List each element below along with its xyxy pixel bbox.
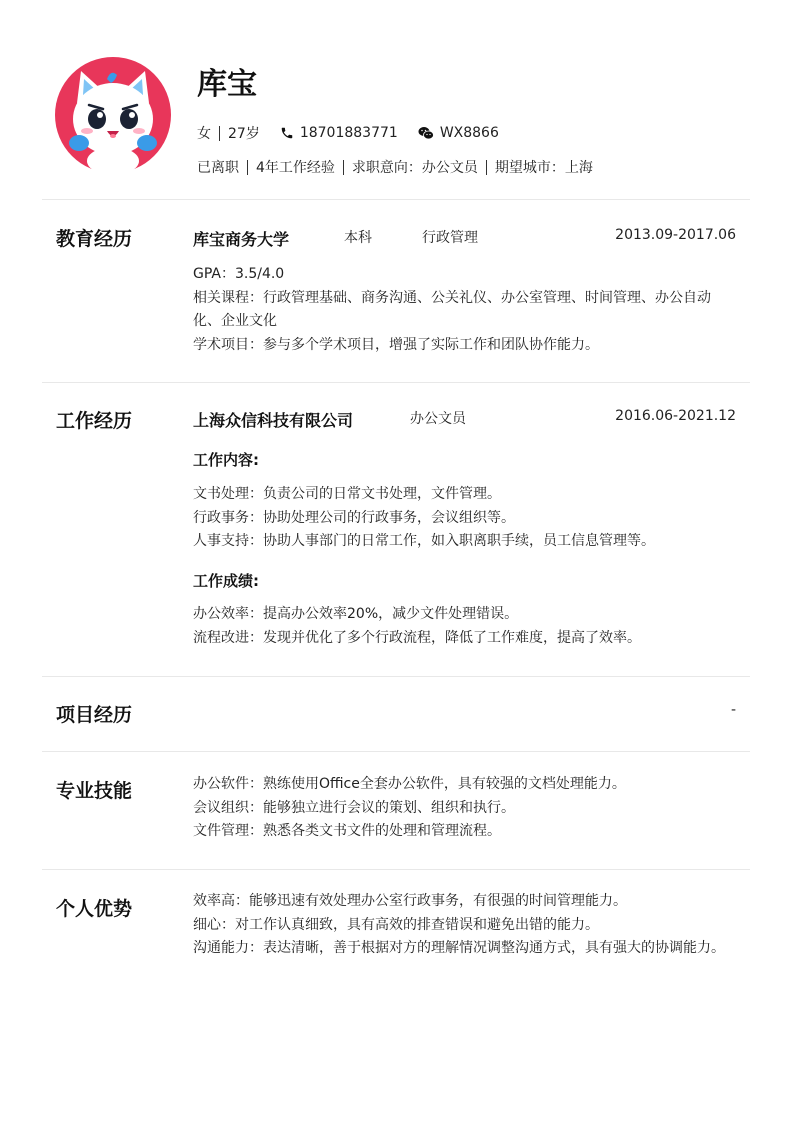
basic-info-row — [197, 123, 499, 143]
job-intent: 求职意向：办公文员 — [351, 160, 478, 176]
section-divider — [42, 676, 750, 677]
list-item: 细心：对工作认真细致，具有高效的排查错误和避免出错的能力。 — [193, 916, 599, 933]
school-name: 库宝商务大学 — [193, 230, 290, 249]
projects-placeholder: - — [730, 702, 736, 718]
gpa: GPA：3.5/4.0 — [193, 266, 285, 282]
list-item: 文件管理：熟悉各类文书文件的处理和管理流程。 — [193, 823, 501, 839]
company-name: 上海众信科技有限公司 — [193, 411, 354, 430]
work-achievements-list — [193, 603, 641, 650]
section-divider — [42, 869, 750, 870]
list-item: 行政事务：协助处理公司的行政事务，会议组织等。 — [193, 509, 515, 526]
skills-list — [193, 773, 626, 844]
phone-icon — [280, 126, 294, 140]
skills-section-title: 专业技能 — [56, 780, 133, 802]
work-content-heading: 工作内容: — [193, 451, 259, 469]
wechat-icon — [418, 126, 434, 140]
section-divider — [42, 751, 750, 752]
separator — [486, 160, 487, 175]
list-item: 人事支持：协助人事部门的日常工作，如入职离职手续，员工信息管理等。 — [193, 533, 655, 549]
strengths-list — [193, 890, 725, 961]
courses: 相关课程：行政管理基础、商务沟通、公关礼仪、办公室管理、时间管理、办公自动化、企业文化 — [193, 289, 711, 329]
wechat-id[interactable]: WX8866 — [439, 125, 499, 141]
list-item: 文书处理：负责公司的日常文书处理，文件管理。 — [193, 486, 501, 502]
list-item: 效率高：能够迅速有效处理办公室行政事务，有很强的时间管理能力。 — [193, 893, 627, 909]
work-period: 2016.06-2021.12 — [615, 408, 736, 424]
strengths-section-title: 个人优势 — [56, 898, 133, 920]
job-position: 办公文员 — [410, 411, 466, 427]
candidate-name: 库宝 — [197, 67, 257, 102]
expected-city: 期望城市：上海 — [494, 160, 593, 176]
separator — [247, 160, 248, 175]
list-item: 办公软件：熟练使用Office全套办公软件，具有较强的文档处理能力。 — [193, 776, 626, 792]
job-info-row — [197, 157, 593, 177]
section-divider — [42, 382, 750, 383]
section-divider — [42, 199, 750, 200]
education-details — [193, 263, 723, 357]
list-item: 办公效率：提高办公效率20%，减少文件处理错误。 — [193, 606, 519, 622]
list-item: 流程改进：发现并优化了多个行政流程，降低了工作难度，提高了效率。 — [193, 629, 641, 646]
academic-projects: 学术项目：参与多个学术项目，增强了实际工作和团队协作能力。 — [193, 336, 599, 353]
phone-number[interactable]: 18701883771 — [299, 125, 398, 141]
list-item: 沟通能力：表达清晰，善于根据对方的理解情况调整沟通方式，具有强大的协调能力。 — [193, 940, 725, 956]
education-period: 2013.09-2017.06 — [615, 227, 736, 243]
work-section-title: 工作经历 — [56, 410, 133, 432]
major: 行政管理 — [422, 230, 478, 246]
separator — [219, 126, 220, 141]
work-achievements-heading: 工作成绩: — [193, 572, 259, 590]
gender: 女 — [197, 126, 211, 142]
work-content-list — [193, 483, 655, 554]
degree: 本科 — [344, 230, 372, 246]
work-experience: 4年工作经验 — [256, 160, 335, 176]
education-section-title: 教育经历 — [56, 228, 133, 250]
projects-section-title: 项目经历 — [56, 704, 133, 726]
list-item: 会议组织：能够独立进行会议的策划、组织和执行。 — [193, 799, 515, 816]
cat-mascot-icon — [55, 57, 171, 173]
avatar — [55, 57, 171, 173]
age: 27岁 — [228, 126, 260, 142]
separator — [343, 160, 344, 175]
employment-status: 已离职 — [197, 160, 239, 176]
